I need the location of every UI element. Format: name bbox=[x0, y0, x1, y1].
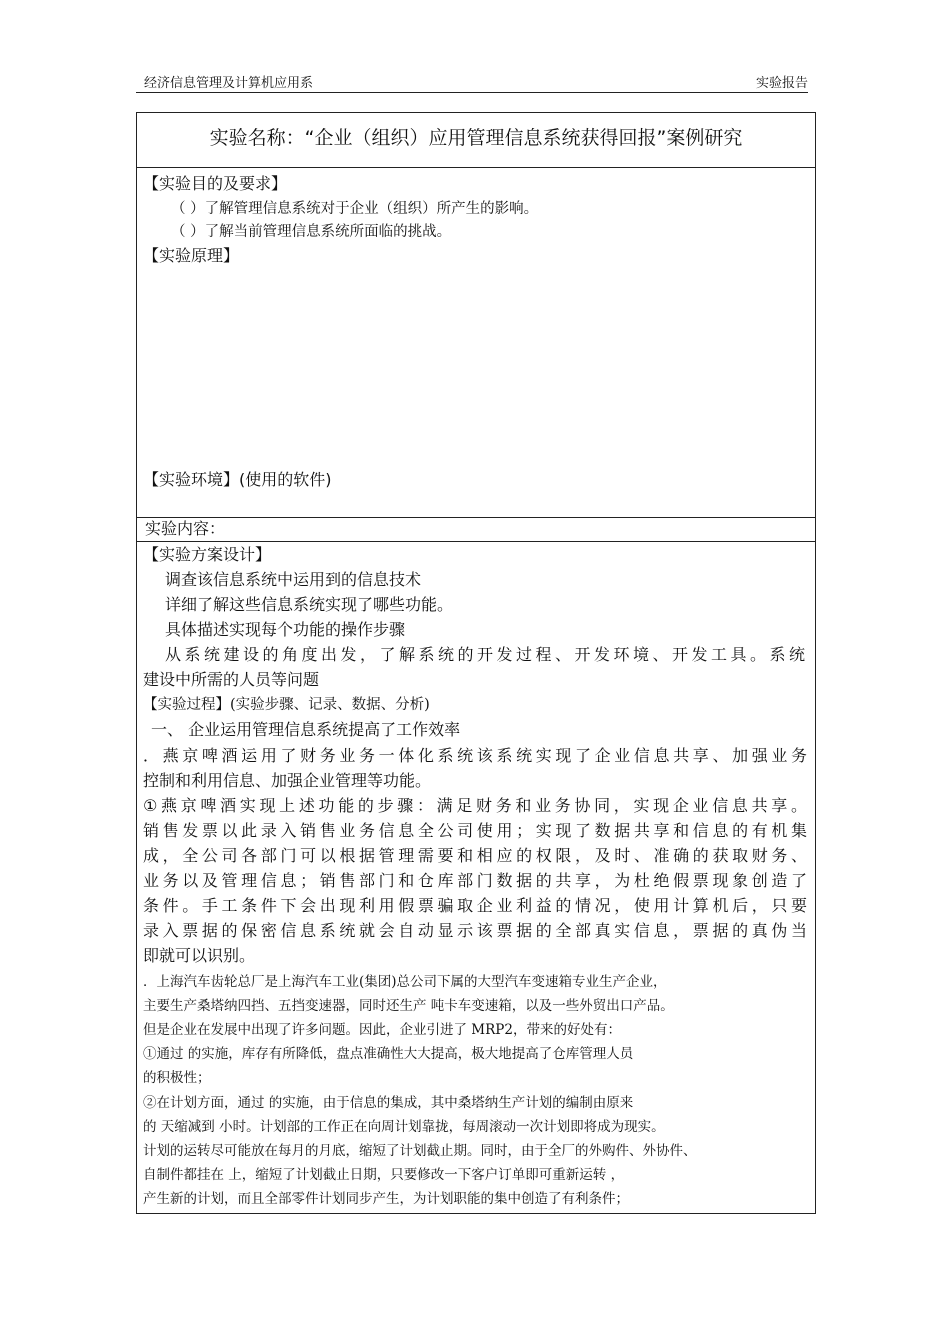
section-purpose-principle-env bbox=[137, 167, 815, 518]
case1-line: ．燕京啤酒运用了财务业务一体化系统该系统实现了企业信息共享、加强业务 bbox=[143, 746, 807, 765]
case2-line: ．上海汽车齿轮总厂是上海汽车工业(集团)总公司下属的大型汽车变速箱专业生产企业， bbox=[143, 974, 667, 990]
case1-line: ①燕京啤酒实现上述功能的步骤：满足财务和业务协同，实现企业信息共享。 bbox=[143, 796, 807, 815]
case1-line: 条件。手工条件下会出现利用假票骗取企业利益的情况，使用计算机后，只要 bbox=[143, 896, 807, 915]
report-table bbox=[136, 112, 816, 1214]
page-header bbox=[136, 70, 808, 93]
design-item: 详细了解这些信息系统实现了哪些功能。 bbox=[165, 595, 454, 614]
case1-line: 录入票据的保密信息系统就会自动显示该票据的全部真实信息，票据的真伪当 bbox=[143, 921, 807, 940]
case2-line: 主要生产桑塔纳四挡、五挡变速器，同时还生产 吨卡车变速箱，以及一些外贸出口产品。 bbox=[143, 998, 674, 1014]
case1-line: 控制和利用信息、加强企业管理等功能。 bbox=[143, 771, 432, 790]
case1-line: 成，全公司各部门可以根据管理需要和相应的权限，及时、准确的获取财务、 bbox=[143, 846, 807, 865]
department-name: 经济信息管理及计算机应用系 bbox=[144, 76, 314, 91]
design-item: 具体描述实现每个功能的操作步骤 bbox=[165, 620, 406, 639]
principle-heading: 【实验原理】 bbox=[143, 246, 240, 265]
process-heading: 【实验过程】(实验步骤、记录、数据、分析) bbox=[143, 697, 430, 713]
environment-heading: 【实验环境】(使用的软件) bbox=[143, 470, 332, 489]
case2-line: ①通过 的实施，库存有所降低，盘点准确性大大提高，极大地提高了仓库管理人员 bbox=[143, 1046, 634, 1062]
case2-line: 的 天缩减到 小时。计划部的工作正在向周计划靠拢，每周滚动一次计划即将成为现实。 bbox=[143, 1119, 665, 1135]
purpose-heading: 【实验目的及要求】 bbox=[143, 174, 288, 193]
purpose-item: （ ）了解当前管理信息系统所面临的挑战。 bbox=[171, 224, 452, 240]
case1-line: 销售发票以此录入销售业务信息全公司使用；实现了数据共享和信息的有机集 bbox=[143, 821, 807, 840]
report-type: 实验报告 bbox=[755, 76, 808, 91]
experiment-title: 实验名称：“企业（组织）应用管理信息系统获得回报”案例研究 bbox=[137, 113, 815, 168]
case2-line: 产生新的计划，而且全部零件计划同步产生，为计划职能的集中创造了有利条件； bbox=[143, 1191, 629, 1207]
design-item: 调查该信息系统中运用到的信息技术 bbox=[165, 570, 422, 589]
design-heading: 【实验方案设计】 bbox=[143, 545, 272, 564]
content-heading: 实验内容： bbox=[137, 517, 815, 542]
purpose-item: （ ）了解管理信息系统对于企业（组织）所产生的影响。 bbox=[171, 201, 539, 217]
case2-line: 自制件都挂在 上，缩短了计划截止日期，只要修改一下客户订单即可重新运转 ， bbox=[143, 1167, 625, 1183]
case2-line: ②在计划方面，通过 的实施，由于信息的集成，其中桑塔纳生产计划的编制由原来 bbox=[143, 1095, 634, 1111]
case2-line: 但是企业在发展中出现了许多问题。因此，企业引进了 MRP2，带来的好处有： bbox=[143, 1022, 621, 1038]
case1-line: 即就可以识别。 bbox=[143, 946, 256, 965]
case1-line: 业务以及管理信息；销售部门和仓库部门数据的共享，为杜绝假票现象创造了 bbox=[143, 871, 807, 890]
point-heading: 一、 企业运用管理信息系统提高了工作效率 bbox=[151, 720, 461, 739]
case2-line: 的积极性； bbox=[143, 1070, 211, 1086]
case2-line: 计划的运转尽可能放在每月的月底，缩短了计划截止期。同时，由于全厂的外购件、外协件、 bbox=[143, 1143, 697, 1159]
design-paragraph-line: 从系统建设的角度出发，了解系统的开发过程、开发环境、开发工具。系统 bbox=[165, 645, 805, 664]
design-paragraph-line: 建设中所需的人员等问题 bbox=[143, 670, 320, 689]
